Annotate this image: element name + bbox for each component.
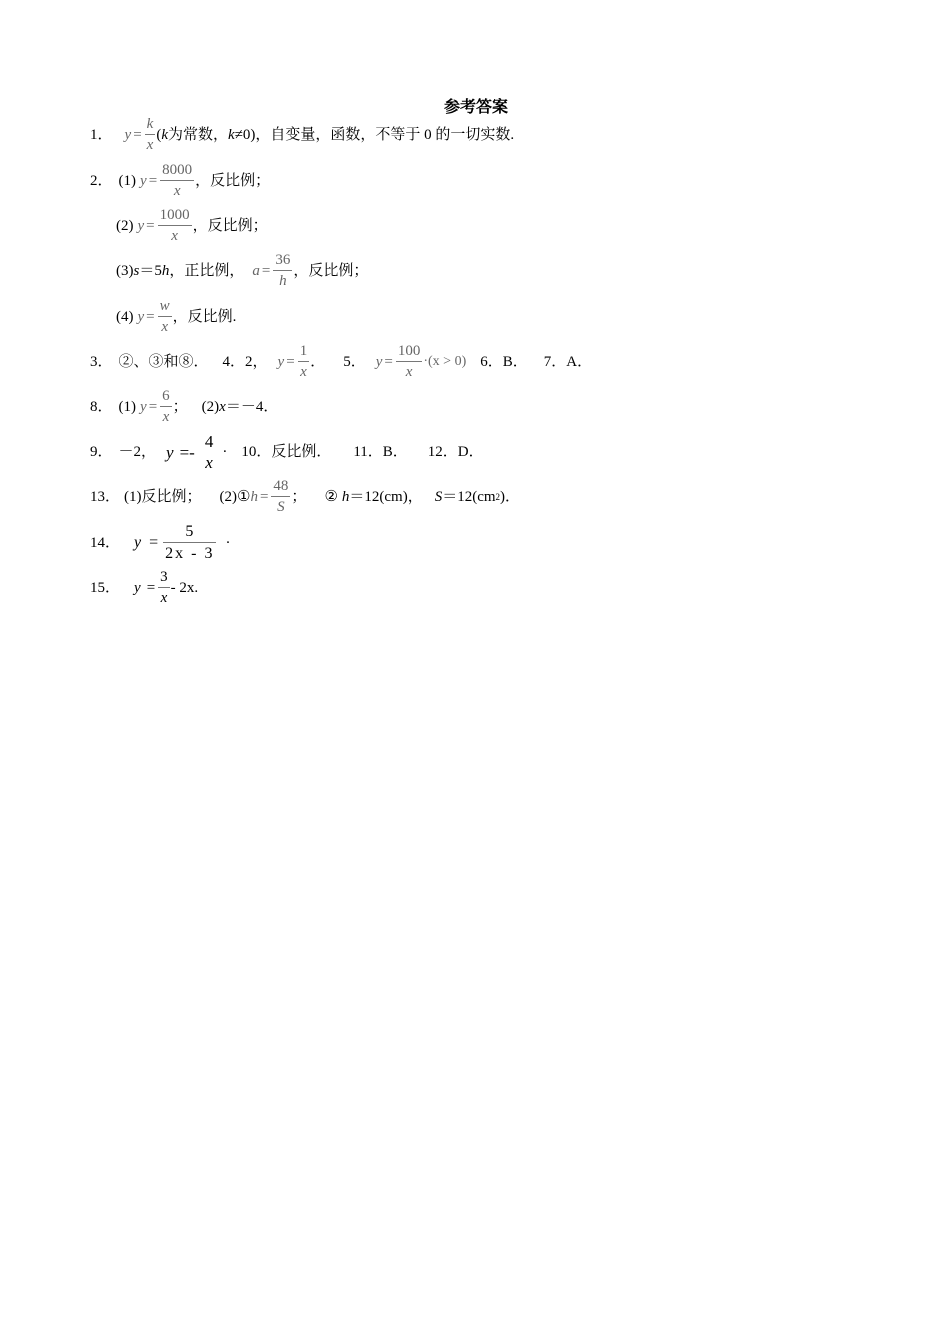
text: ； [291, 488, 307, 505]
text: ，反比例； [195, 172, 271, 189]
var-y: y [140, 398, 147, 415]
equals: = [146, 579, 156, 596]
denominator: x [171, 228, 178, 244]
text: 4．2， [222, 353, 268, 370]
denominator: x [173, 183, 181, 199]
fraction [158, 299, 172, 335]
var-y: y [277, 353, 285, 370]
text: 11．B． [353, 443, 408, 460]
text: - 2x. [170, 579, 199, 596]
equals: = [261, 262, 271, 279]
text: ． [310, 353, 326, 370]
question-number: 13． [90, 488, 121, 505]
answer-15 [90, 565, 198, 611]
text: ②、③和⑧． [118, 353, 209, 370]
answer-2-2 [116, 203, 268, 249]
question-number: 9． [90, 443, 113, 460]
numerator: 8000 [162, 162, 193, 178]
equals: = [259, 488, 269, 505]
var-y: y [375, 353, 383, 370]
equals: = [148, 398, 158, 415]
text: ＝5 [139, 262, 162, 279]
numerator: 3 [160, 569, 168, 585]
var-y: y [134, 534, 142, 551]
answer-13 [90, 474, 520, 520]
numerator: 36 [275, 252, 291, 268]
denominator: x [161, 319, 168, 335]
question-number: 15． [90, 579, 121, 596]
fraction [160, 163, 194, 199]
numerator: k [146, 116, 154, 132]
answer-14 [90, 520, 230, 566]
answer-8 [90, 384, 278, 430]
numerator: 6 [162, 388, 170, 404]
fraction [158, 570, 170, 606]
text: (2)① [219, 488, 251, 505]
answer-1 [90, 112, 514, 158]
equals: =- [179, 442, 195, 462]
text: ，反比例； [293, 262, 369, 279]
text: 5． [343, 353, 366, 370]
numerator: 5 [185, 523, 195, 540]
denominator: x [162, 409, 170, 425]
numerator: 4 [204, 432, 214, 451]
sub-label: (2) [201, 398, 220, 415]
fraction [145, 117, 156, 153]
text: ( [156, 126, 162, 143]
var-y: y [134, 579, 141, 596]
text: ，正比例， [169, 262, 245, 279]
text: )． [500, 488, 521, 505]
text: 6．B． [480, 353, 528, 370]
var-y: y [124, 126, 132, 143]
var-S: S [434, 488, 443, 505]
condition: ·(x > 0) [423, 354, 467, 369]
text: 7．A． [543, 353, 593, 370]
equals: = [146, 308, 155, 325]
sub-label: (4) [116, 308, 134, 325]
sub-label: (1) [118, 398, 137, 415]
answer-9-12 [90, 429, 484, 475]
denominator: S [277, 499, 285, 515]
superscript: 2 [495, 491, 501, 502]
text: 为常数， [168, 126, 229, 143]
text: ； [172, 398, 188, 415]
denominator: x [405, 364, 413, 380]
denominator: x [160, 590, 168, 606]
text: ＝12(cm [442, 488, 496, 505]
text: ，反比例； [192, 217, 268, 234]
fraction [396, 344, 423, 380]
question-number: 1． [90, 126, 113, 143]
var-k: k [228, 126, 235, 143]
fraction [298, 344, 310, 380]
equals: = [384, 353, 393, 370]
denominator: x [146, 137, 154, 153]
var-y: y [137, 308, 145, 325]
sub-label: (1) [118, 172, 137, 189]
text: ＝12(cm)， [349, 488, 423, 505]
dot: · [225, 534, 231, 551]
text: ＝－4． [225, 398, 279, 415]
fraction [163, 524, 216, 562]
denominator: 2x - 3 [165, 545, 215, 562]
answer-2-4 [116, 294, 236, 340]
text: (1)反比例； [124, 488, 202, 505]
equals: = [148, 172, 158, 189]
answer-2-1 [90, 158, 270, 204]
var-h: h [341, 488, 350, 505]
fraction [273, 253, 292, 289]
text: ② [324, 488, 338, 505]
var-y: y [166, 442, 174, 462]
var-k: k [161, 126, 168, 143]
denominator: h [279, 273, 287, 289]
page-title: 参考答案 [443, 99, 508, 116]
var-h: h [161, 262, 170, 279]
equals: = [146, 217, 155, 234]
fraction [160, 389, 172, 425]
sub-label: (2) [116, 217, 134, 234]
question-number: 3． [90, 353, 113, 370]
denominator: x [300, 364, 307, 380]
text: －2， [118, 443, 157, 460]
text: ，反比例. [172, 308, 237, 325]
numerator: 100 [397, 343, 421, 359]
sub-label: (3) [116, 262, 134, 279]
equals: = [133, 126, 142, 143]
var-h: h [250, 488, 258, 505]
denominator: x [205, 453, 213, 472]
dot: · [222, 443, 228, 460]
var-s: s [133, 262, 140, 279]
equals: = [286, 353, 295, 370]
answer-2-3 [116, 248, 368, 294]
question-number: 8． [90, 398, 113, 415]
fraction [158, 208, 192, 244]
fraction [203, 433, 216, 471]
fraction [271, 479, 290, 515]
text: 12．D． [427, 443, 484, 460]
var-x: x [219, 398, 226, 415]
answer-3-7 [90, 339, 592, 385]
numerator: w [159, 298, 170, 314]
question-number: 2． [90, 172, 113, 189]
numerator: 1000 [159, 207, 190, 223]
text: ≠0)，自变量，函数，不等于 0 的一切实数. [234, 126, 515, 143]
text: 10．反比例． [241, 443, 332, 460]
question-number: 14． [90, 534, 121, 551]
var-y: y [140, 172, 147, 189]
numerator: 48 [273, 478, 289, 494]
var-y: y [137, 217, 145, 234]
var-a: a [252, 262, 260, 279]
numerator: 1 [299, 343, 308, 359]
equals: = [149, 534, 159, 551]
